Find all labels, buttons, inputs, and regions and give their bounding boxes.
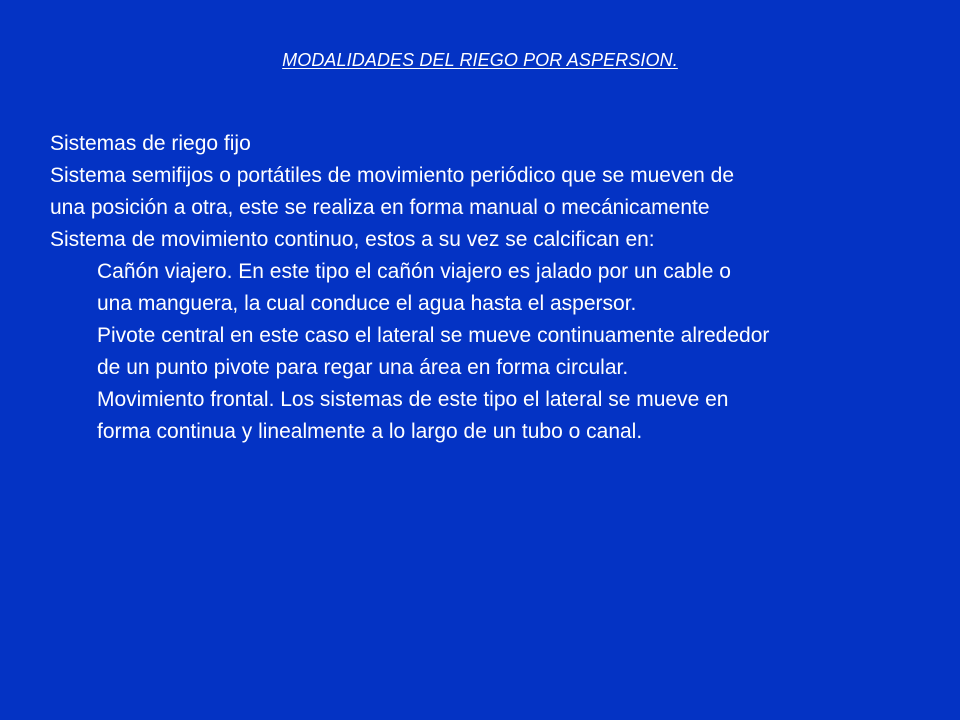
slide-title: MODALIDADES DEL RIEGO POR ASPERSION. <box>282 50 678 70</box>
body-line-indented: una manguera, la cual conduce el agua hasta el aspersor. <box>97 292 637 315</box>
body-line-indented: Cañón viajero. En este tipo el cañón viajero es jalado por un cable o <box>97 260 731 283</box>
body-line: una posición a otra, este se realiza en forma manual o mecánicamente <box>50 196 710 219</box>
body-line-indented: forma continua y linealmente a lo largo de un tubo o canal. <box>97 420 643 443</box>
body-line: Sistema semifijos o portátiles de movimiento periódico que se mueven de <box>50 164 735 187</box>
body-line-indented: de un punto pivote para regar una área en forma circular. <box>97 356 629 379</box>
slide-body <box>50 128 955 448</box>
body-line-indented: Movimiento frontal. Los sistemas de este tipo el lateral se mueve en <box>97 388 729 411</box>
body-line: Sistema de movimiento continuo, estos a su vez se calcifican en: <box>50 228 655 251</box>
body-line-indented: Pivote central en este caso el lateral se mueve continuamente alrededor <box>97 324 770 347</box>
body-line: Sistemas de riego fijo <box>50 132 251 155</box>
